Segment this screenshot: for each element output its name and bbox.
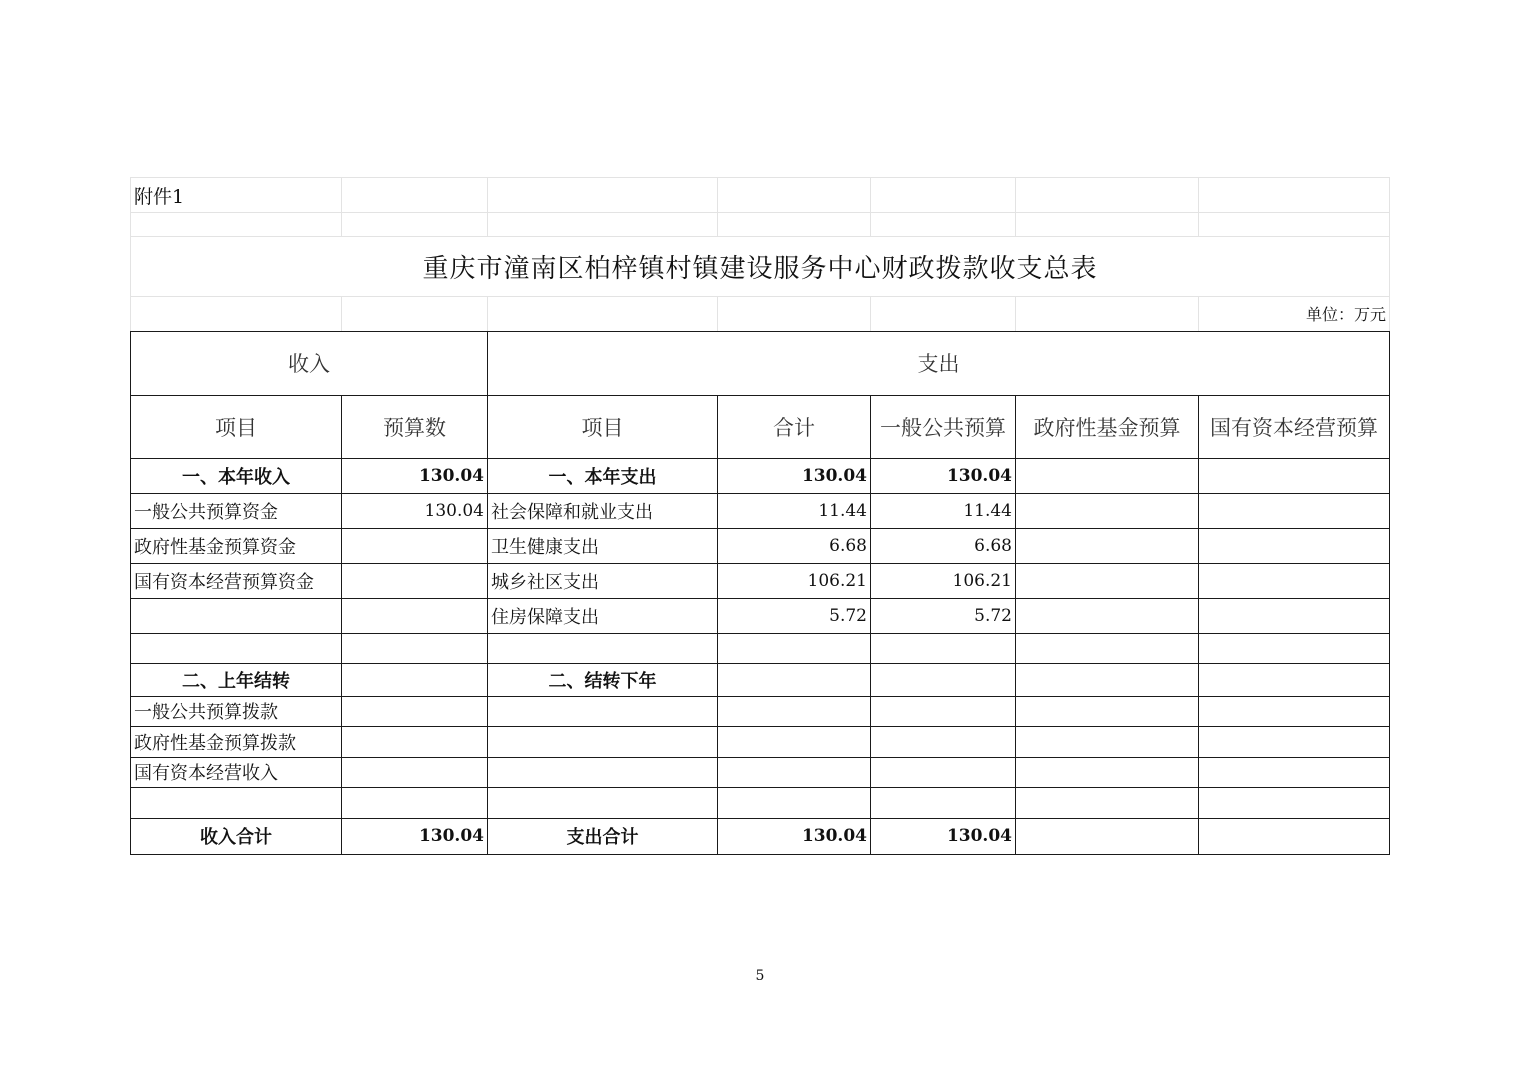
expense-total-label: 支出合计 [488,818,718,854]
income-item: 一般公共预算拨款 [131,696,342,726]
annex-label: 附件1 [131,178,342,213]
col-gov-fund-budget: 政府性基金预算 [1016,395,1199,458]
expense-capital [1199,633,1390,663]
income-amount [342,598,488,633]
income-amount [342,663,488,696]
expense-total [718,696,871,726]
income-item [131,598,342,633]
expense-general [871,696,1016,726]
expense-general [871,757,1016,787]
expense-fund [1016,598,1199,633]
expense-capital [1199,598,1390,633]
table-row [131,528,1390,563]
income-item: 国有资本经营收入 [131,757,342,787]
expense-item: 卫生健康支出 [488,528,718,563]
expense-item: 城乡社区支出 [488,563,718,598]
col-total: 合计 [718,395,871,458]
table-row [131,696,1390,726]
income-total-amount: 130.04 [342,818,488,854]
expense-capital [1199,696,1390,726]
expense-total: 5.72 [718,598,871,633]
income-item: 一、本年收入 [131,458,342,493]
expense-capital [1199,818,1390,854]
table-row [131,726,1390,757]
unit-label: 单位：万元 [1199,297,1390,331]
expense-item [488,787,718,818]
expense-item [488,726,718,757]
expense-capital [1199,563,1390,598]
expense-capital [1199,528,1390,563]
expense-general: 130.04 [871,818,1016,854]
expense-item [488,757,718,787]
table-row [131,787,1390,818]
table-row [131,493,1390,528]
income-amount [342,633,488,663]
table-row [131,598,1390,633]
expense-capital [1199,787,1390,818]
expense-fund [1016,757,1199,787]
expense-general: 106.21 [871,563,1016,598]
table-row [131,458,1390,493]
expense-total [718,633,871,663]
expense-fund [1016,663,1199,696]
expense-capital [1199,726,1390,757]
income-amount [342,528,488,563]
page-number: 5 [755,968,765,984]
income-amount [342,726,488,757]
col-state-capital-budget: 国有资本经营预算 [1199,395,1390,458]
expense-item: 一、本年支出 [488,458,718,493]
expense-general [871,726,1016,757]
expense-item [488,696,718,726]
expense-item: 二、结转下年 [488,663,718,696]
expense-general: 6.68 [871,528,1016,563]
budget-table [130,331,1390,855]
income-item: 国有资本经营预算资金 [131,563,342,598]
expense-total: 130.04 [718,818,871,854]
expense-header: 支出 [488,331,1390,395]
totals-row [131,818,1390,854]
expense-total [718,757,871,787]
expense-fund [1016,458,1199,493]
expense-total: 106.21 [718,563,871,598]
expense-general: 130.04 [871,458,1016,493]
header-row-columns [131,395,1390,458]
page-title: 重庆市潼南区柏梓镇村镇建设服务中心财政拨款收支总表 [131,237,1390,297]
income-amount [342,696,488,726]
spreadsheet-sheet [130,177,1389,855]
income-header: 收入 [131,331,488,395]
income-item: 一般公共预算资金 [131,493,342,528]
table-row [131,563,1390,598]
col-expense-item: 项目 [488,395,718,458]
expense-item: 住房保障支出 [488,598,718,633]
expense-total [718,787,871,818]
expense-general [871,663,1016,696]
income-item [131,633,342,663]
expense-general [871,633,1016,663]
col-budget-amount: 预算数 [342,395,488,458]
col-income-item: 项目 [131,395,342,458]
expense-fund [1016,633,1199,663]
expense-capital [1199,757,1390,787]
expense-general: 5.72 [871,598,1016,633]
income-item: 政府性基金预算资金 [131,528,342,563]
income-item: 二、上年结转 [131,663,342,696]
table-row [131,757,1390,787]
income-amount [342,787,488,818]
expense-total: 130.04 [718,458,871,493]
expense-fund [1016,696,1199,726]
col-general-public-budget: 一般公共预算 [871,395,1016,458]
expense-total: 6.68 [718,528,871,563]
expense-capital [1199,663,1390,696]
expense-general: 11.44 [871,493,1016,528]
income-amount [342,757,488,787]
income-item: 政府性基金预算拨款 [131,726,342,757]
header-grid [130,177,1390,331]
expense-fund [1016,818,1199,854]
expense-fund [1016,787,1199,818]
expense-total [718,726,871,757]
expense-item: 社会保障和就业支出 [488,493,718,528]
expense-fund [1016,493,1199,528]
expense-item [488,633,718,663]
expense-capital [1199,458,1390,493]
income-item [131,787,342,818]
expense-capital [1199,493,1390,528]
income-amount [342,563,488,598]
income-amount: 130.04 [342,458,488,493]
expense-fund [1016,726,1199,757]
table-row [131,633,1390,663]
expense-fund [1016,563,1199,598]
table-row [131,663,1390,696]
expense-general [871,787,1016,818]
income-amount: 130.04 [342,493,488,528]
expense-total: 11.44 [718,493,871,528]
expense-fund [1016,528,1199,563]
expense-total [718,663,871,696]
header-row-group [131,331,1390,395]
income-total-label: 收入合计 [131,818,342,854]
